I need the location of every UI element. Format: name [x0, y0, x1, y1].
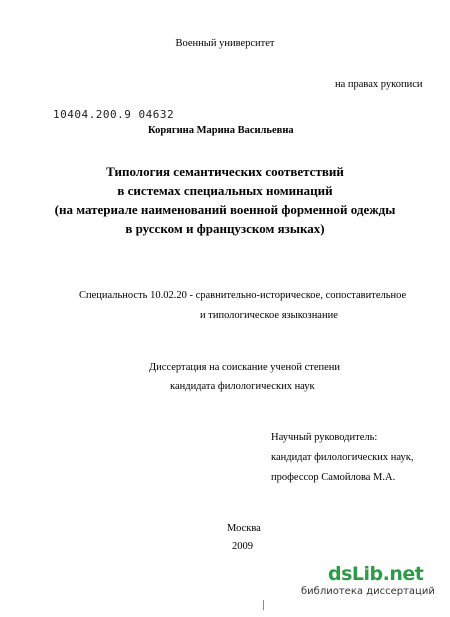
specialty-line-2: и типологическое языкознание — [200, 310, 338, 321]
supervisor-degree: кандидат филологических наук, — [271, 452, 414, 463]
watermark-subtitle: библиотека диссертаций — [301, 586, 435, 597]
title-line-2: в системах специальных номинаций — [117, 183, 333, 198]
university-name: Военный университет — [175, 38, 275, 49]
watermark — [301, 563, 448, 598]
registration-prefix: 104 — [53, 108, 75, 121]
title-line-4: в русском и французском языках) — [125, 221, 325, 236]
supervisor-name: профессор Самойлова М.А. — [271, 472, 396, 483]
dissertation-line-2: кандидата филологических наук — [170, 381, 315, 392]
manuscript-rights-note: на правах рукописи — [335, 79, 423, 90]
specialty-line-1: Специальность 10.02.20 - сравнительно-историческое, сопоставительное — [79, 290, 407, 301]
supervisor-heading: Научный руководитель: — [271, 432, 378, 443]
city: Москва — [227, 523, 261, 534]
title-line-3: (на материале наименований военной форменной одежды — [54, 202, 396, 217]
registration-number-value: 04.200.9 04632 — [74, 108, 175, 121]
scan-mark — [263, 600, 264, 610]
dissertation-line-1: Диссертация на соискание ученой степени — [149, 362, 341, 373]
watermark-logo: dsLib.net — [328, 563, 424, 585]
title-line-1: Типология семантических соответствий — [106, 164, 344, 179]
author-name: Корягина Марина Васильевна — [148, 125, 294, 136]
year: 2009 — [232, 541, 253, 552]
registration-number — [53, 108, 174, 121]
